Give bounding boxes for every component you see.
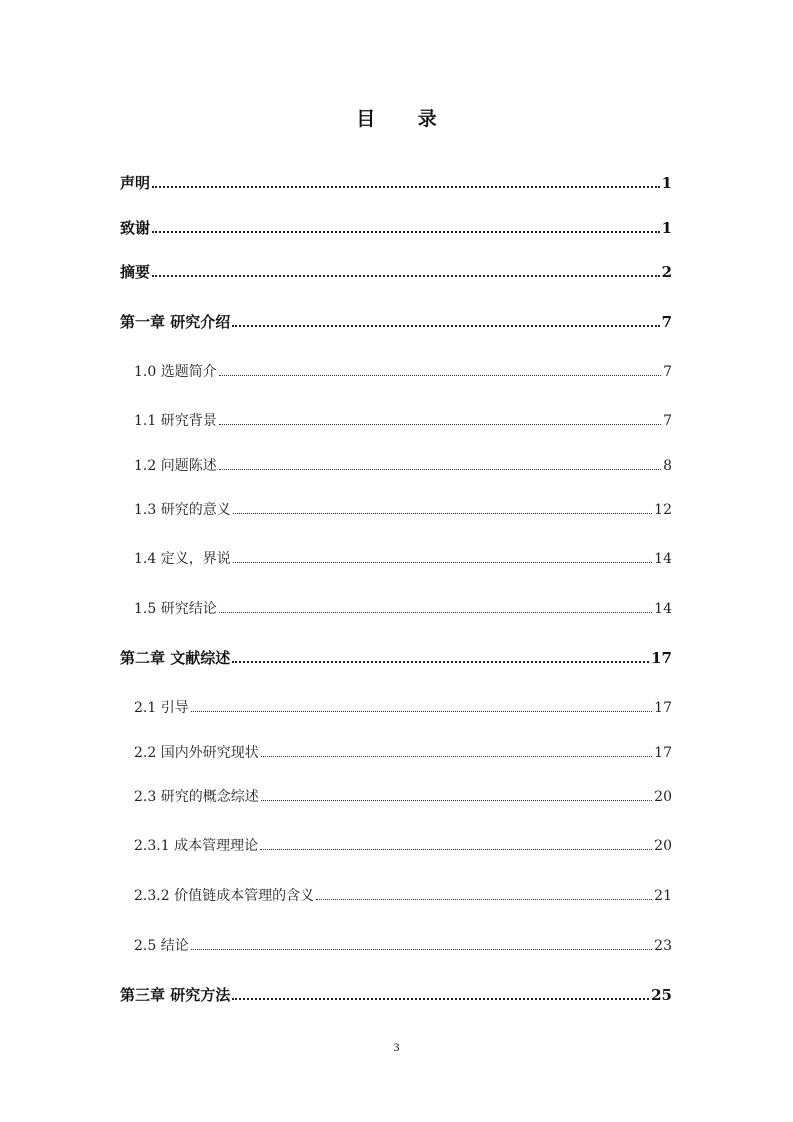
- toc-entry-label: 2.2 国内外研究现状: [134, 745, 259, 761]
- dot-leader: [152, 275, 660, 277]
- toc-entry-page: 25: [651, 986, 672, 1004]
- toc-entry[interactable]: [120, 261, 672, 282]
- toc-entry-label: 2.1 引导: [134, 700, 189, 716]
- toc-entry-page: 1: [661, 219, 672, 237]
- toc-entry[interactable]: [134, 835, 672, 855]
- dot-leader: [233, 562, 652, 563]
- toc-entry[interactable]: [134, 598, 672, 618]
- dot-leader: [233, 513, 652, 514]
- toc-entry[interactable]: [134, 548, 672, 568]
- page-number: 3: [393, 1040, 400, 1054]
- toc-entry-page: 21: [654, 888, 672, 904]
- toc-entry[interactable]: [120, 311, 672, 332]
- toc-entry-label: 2.3.2 价值链成本管理的含义: [134, 888, 315, 904]
- toc-entry-page: 12: [654, 502, 672, 518]
- toc-entry[interactable]: [120, 217, 672, 238]
- toc-entry-page: 17: [654, 700, 672, 716]
- toc-entry-label: 第二章 文献综述: [120, 649, 231, 667]
- toc-entry-page: 14: [654, 551, 672, 567]
- toc-entry[interactable]: [134, 786, 672, 806]
- toc-entry-page: 2: [661, 263, 672, 281]
- toc-entry-page: 20: [654, 838, 672, 854]
- toc-entry-label: 声明: [120, 174, 151, 192]
- dot-leader: [232, 325, 659, 327]
- toc-entry[interactable]: [134, 455, 672, 475]
- toc-entry[interactable]: [120, 984, 672, 1005]
- toc-entry-page: 7: [663, 413, 672, 429]
- toc-entry-page: 20: [654, 789, 672, 805]
- toc-entry-page: 17: [654, 745, 672, 761]
- toc-entry[interactable]: [134, 935, 672, 955]
- page-title: 目 录: [356, 108, 455, 130]
- toc-entry-page: 8: [663, 458, 672, 474]
- dot-leader: [191, 711, 652, 712]
- dot-leader: [316, 899, 652, 900]
- toc-entry-label: 1.5 研究结论: [134, 601, 217, 617]
- toc-entry[interactable]: [134, 742, 672, 762]
- dot-leader: [232, 661, 649, 663]
- toc-entry-label: 第一章 研究介绍: [120, 313, 231, 331]
- dot-leader: [219, 424, 661, 425]
- toc-entry-label: 2.3.1 成本管理理论: [134, 838, 259, 854]
- dot-leader: [219, 612, 652, 613]
- toc-entry-label: 1.3 研究的意义: [134, 502, 231, 518]
- toc-entry[interactable]: [134, 361, 672, 381]
- dot-leader: [152, 231, 660, 233]
- toc-entry-page: 7: [661, 313, 672, 331]
- dot-leader: [261, 800, 652, 801]
- toc-entry-label: 2.3 研究的概念综述: [134, 789, 259, 805]
- toc-entry-page: 1: [661, 174, 672, 192]
- toc-entry-label: 摘要: [120, 263, 151, 281]
- toc-entry-label: 2.5 结论: [134, 938, 189, 954]
- toc-entry[interactable]: [120, 647, 672, 668]
- toc-entry-label: 1.4 定义，界说: [134, 551, 231, 567]
- toc-entry-label: 1.0 选题简介: [134, 364, 217, 380]
- dot-leader: [152, 186, 660, 188]
- toc-entry-page: 23: [654, 938, 672, 954]
- toc-entry-label: 第三章 研究方法: [120, 986, 231, 1004]
- toc-entry[interactable]: [134, 885, 672, 905]
- dot-leader: [191, 949, 652, 950]
- toc-entry-label: 致谢: [120, 219, 151, 237]
- toc-entry[interactable]: [134, 410, 672, 430]
- toc-entry-page: 14: [654, 601, 672, 617]
- dot-leader: [219, 375, 661, 376]
- toc-entry[interactable]: [134, 499, 672, 519]
- toc-entry[interactable]: [134, 697, 672, 717]
- dot-leader: [232, 998, 649, 1000]
- dot-leader: [260, 849, 652, 850]
- toc-entry-page: 17: [651, 649, 672, 667]
- toc-entry-label: 1.1 研究背景: [134, 413, 217, 429]
- toc-entry-label: 1.2 问题陈述: [134, 458, 217, 474]
- toc-entry-page: 7: [663, 364, 672, 380]
- dot-leader: [219, 469, 661, 470]
- toc-entry[interactable]: [120, 172, 672, 193]
- dot-leader: [261, 756, 652, 757]
